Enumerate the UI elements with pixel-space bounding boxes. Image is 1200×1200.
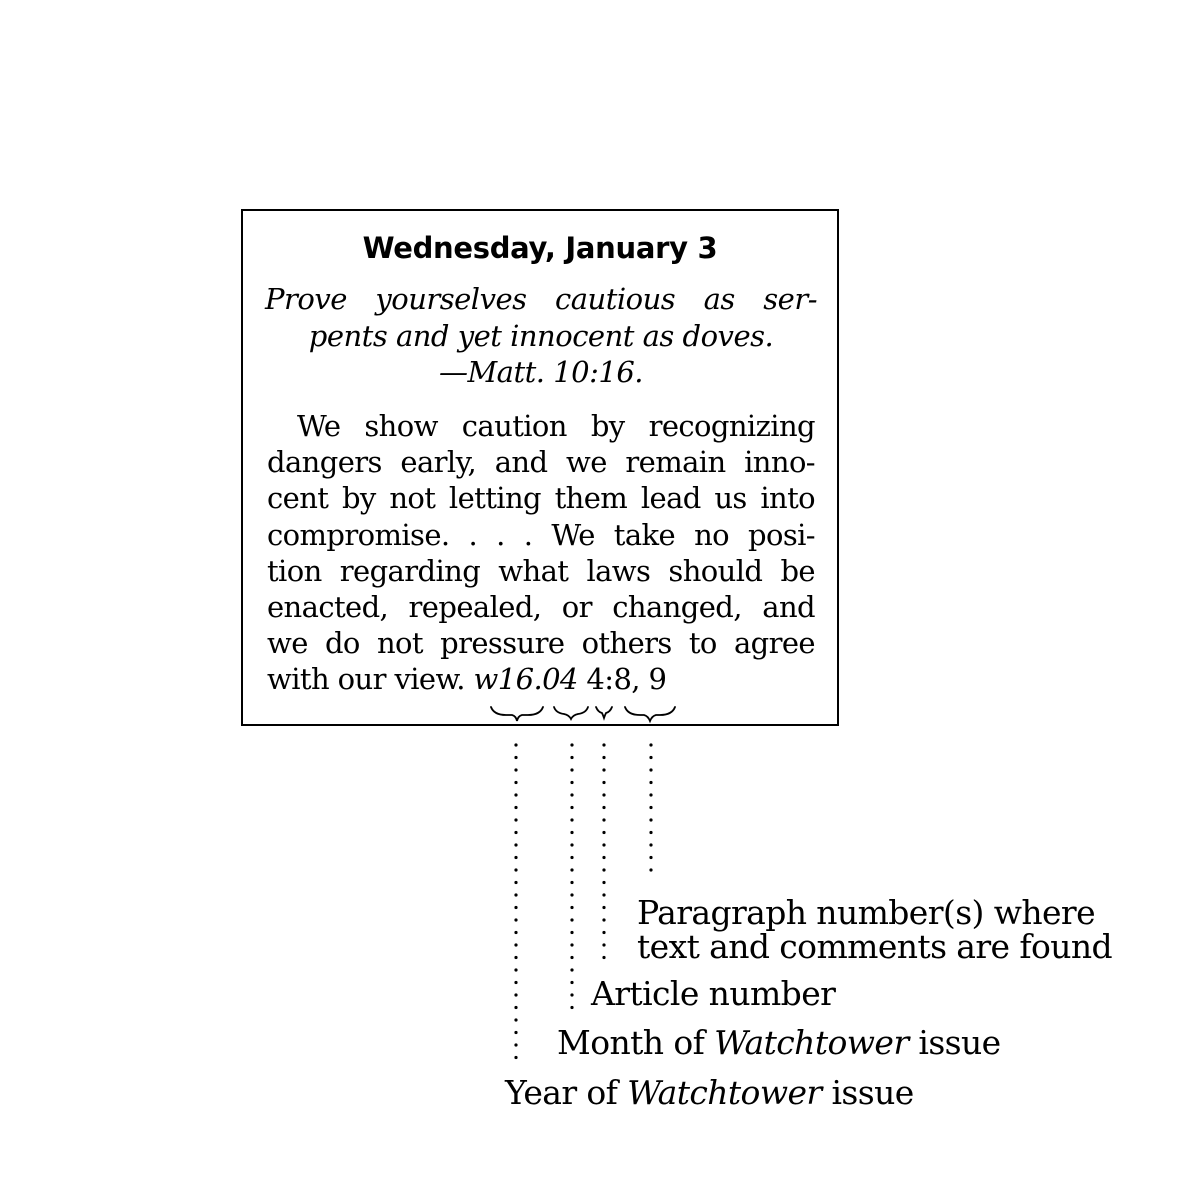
comment-line: we do not pressure others to agree [267,626,815,661]
brace-year-icon [491,707,543,721]
comment-line: enacted, repealed, or changed, and [267,590,815,625]
citation-article: 4 [586,662,605,697]
scripture-line: Prove yourselves cautious as ser- [265,282,817,316]
citation-publication-year: w16 [473,662,534,697]
comment-line: We show caution by recognizing [297,409,815,443]
brace-month-icon [554,707,588,719]
comment-line: dangers early, and we remain inno- [267,445,815,480]
citation-separator: . [533,662,543,697]
citation-month: 04 [542,662,578,697]
label-year-prefix: Year of [505,1073,628,1112]
label-month-italic: Watchtower [714,1023,909,1062]
comment-line: cent by not letting them lead us into [267,481,815,516]
date-heading: Wednesday, January 3 [362,231,718,265]
label-year-italic: Watchtower [627,1073,822,1112]
comment-last-text: with our view. [267,662,474,697]
brace-paragraph-icon [625,707,675,721]
scripture-line: pents and yet innocent as doves. [308,318,774,353]
label-year [505,1073,914,1112]
citation-paragraphs: 8, 9 [613,662,667,697]
label-year-suffix: issue [821,1073,914,1112]
label-month-suffix: issue [908,1023,1001,1062]
comment-line: compromise. . . . We take no posi- [267,517,815,552]
scripture-citation: —Matt. 10:16. [438,355,644,389]
label-month-prefix: Month of [557,1023,715,1062]
comment-line: tion regarding what laws should be [267,553,815,588]
label-month [557,1023,1001,1062]
label-paragraph-line1: Paragraph number(s) where [637,893,1096,932]
label-article: Article number [591,974,836,1013]
citation-colon: : [604,662,614,697]
brace-article-icon [596,707,612,718]
label-paragraph-line2: text and comments are found [637,927,1113,966]
